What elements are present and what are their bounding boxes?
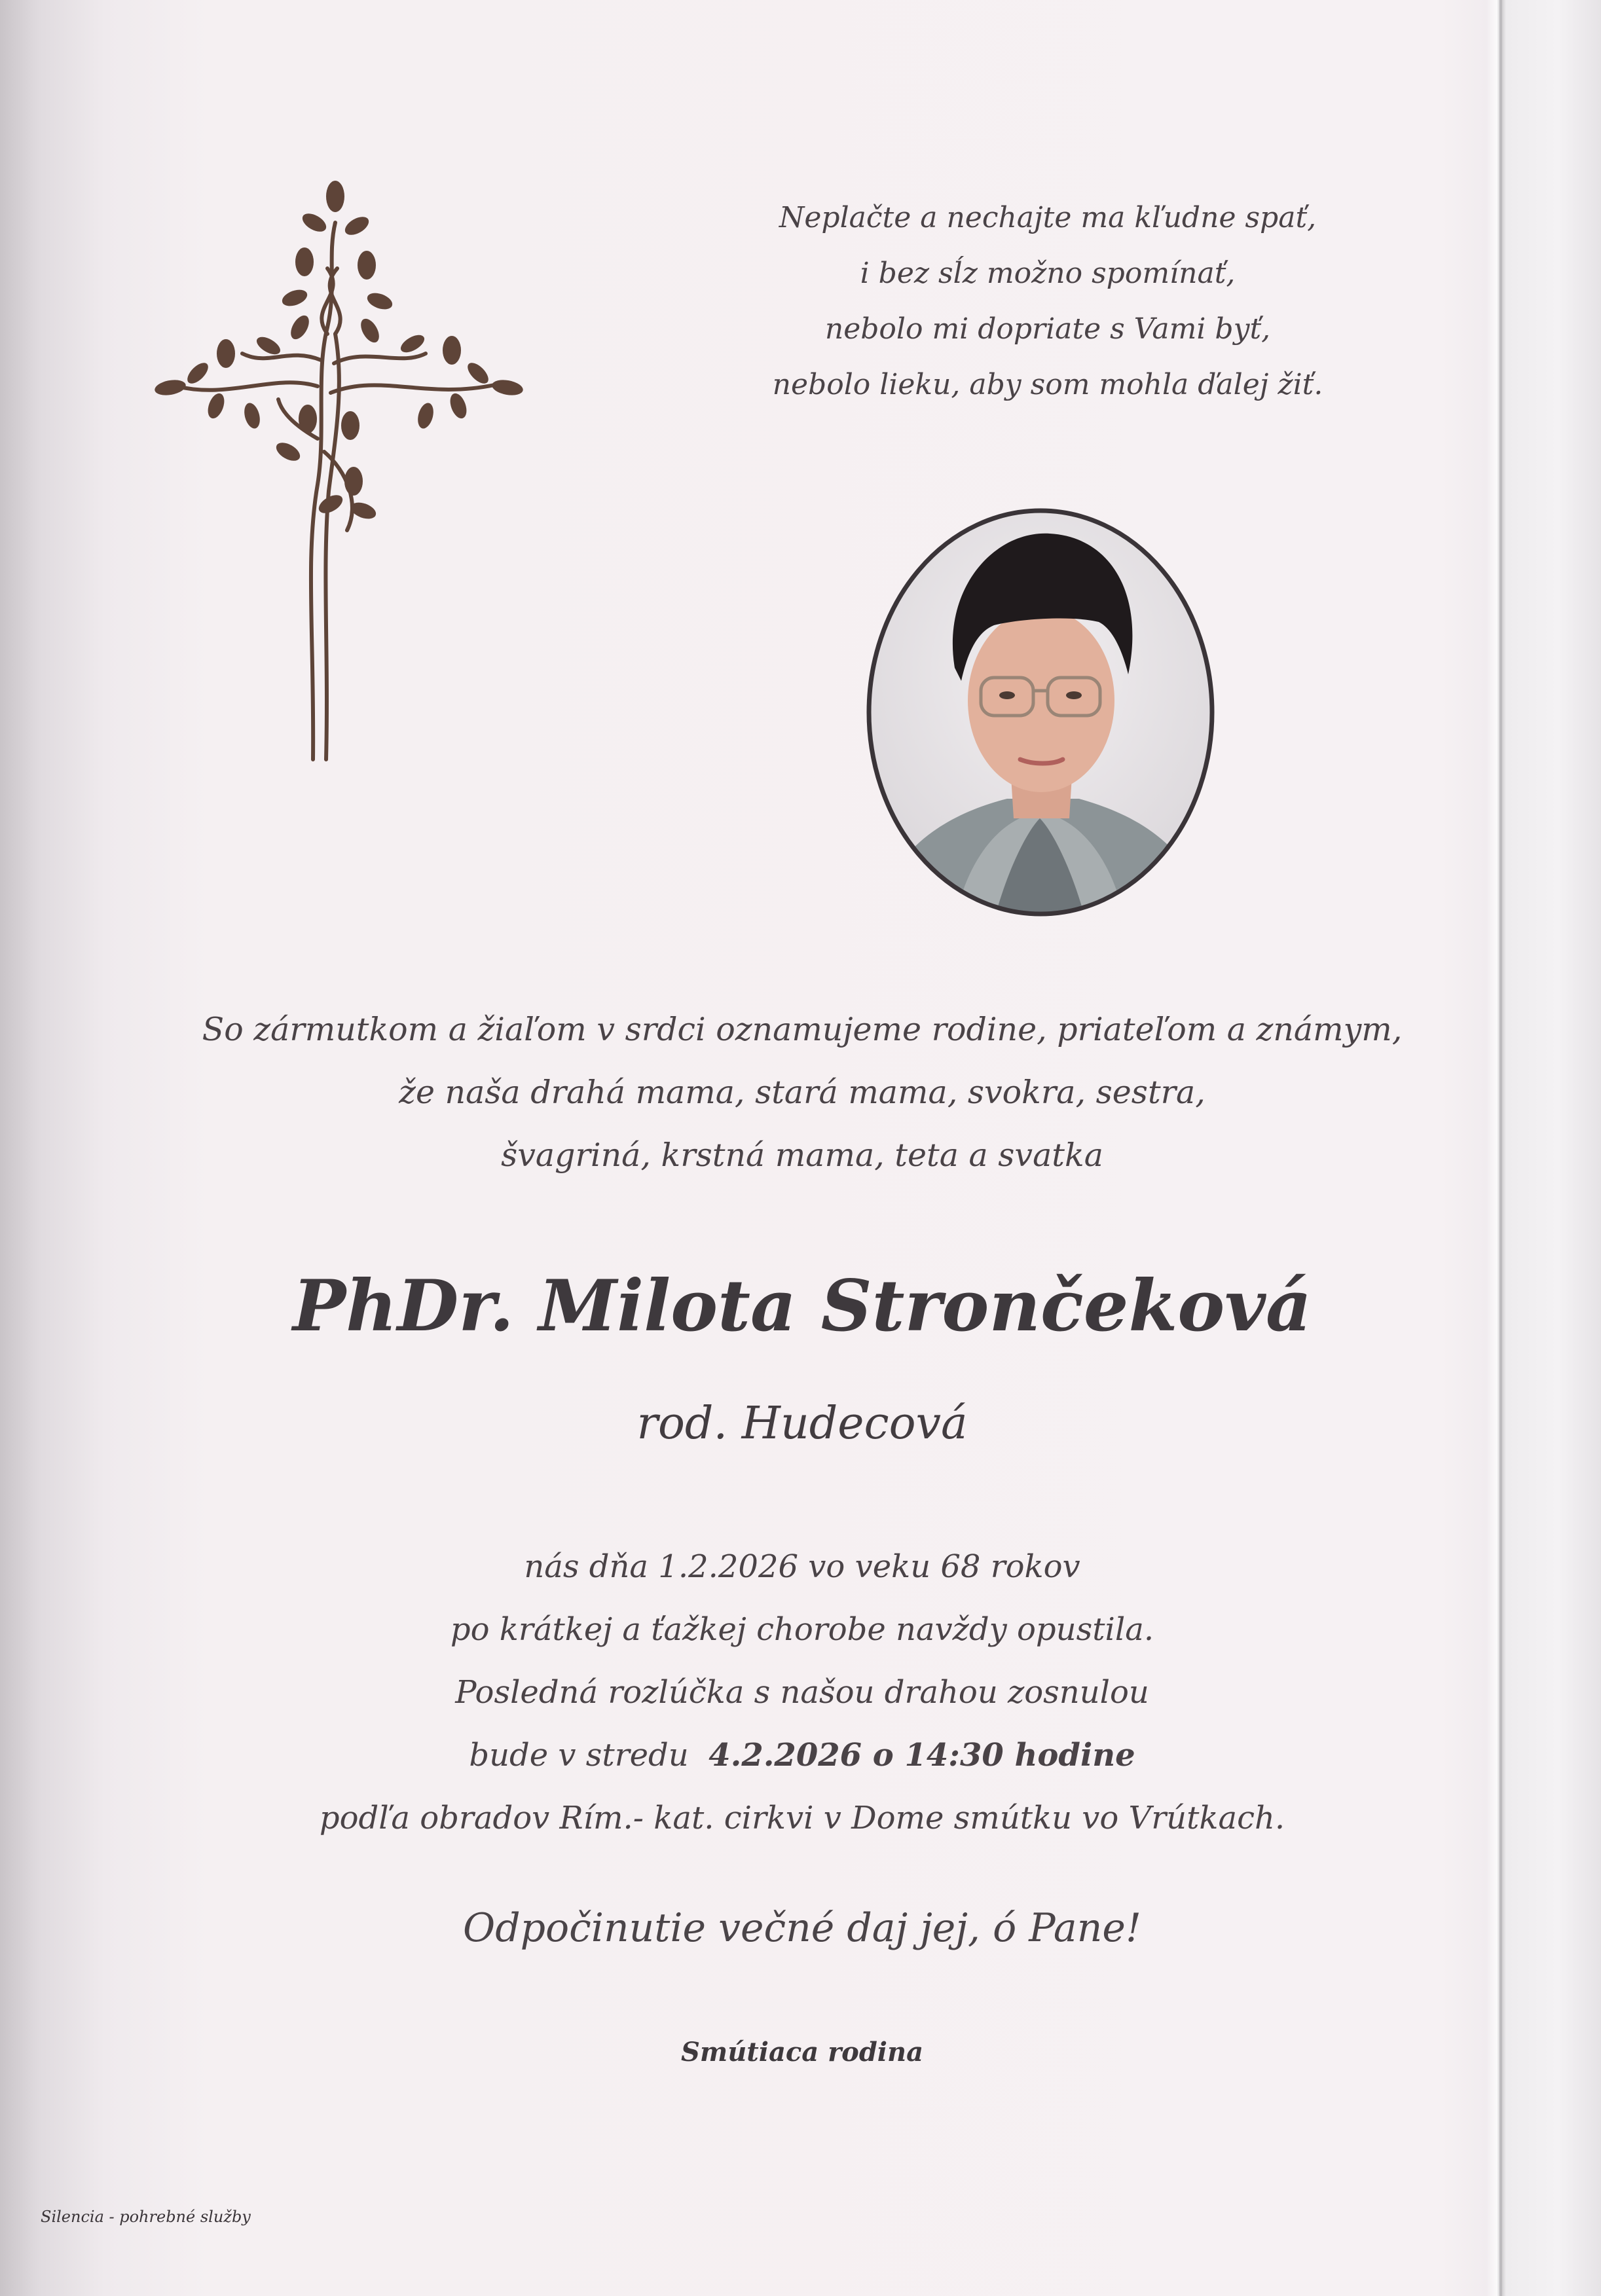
poem-line: Neplačte a nechajte ma kľudne spať, bbox=[779, 201, 1317, 234]
announcement-line: že naša drahá mama, stará mama, svokra, sestra, bbox=[399, 1074, 1205, 1111]
poem-line: nebolo mi dopriate s Vami byť, bbox=[824, 312, 1271, 346]
details-line: nás dňa 1.2.2026 vo veku 68 rokov bbox=[524, 1548, 1080, 1585]
funeral-details bbox=[196, 1535, 1408, 1850]
details-date-prefix: bude v stredu bbox=[469, 1737, 689, 1774]
prayer: Odpočinutie večné daj jej, ó Pane! bbox=[463, 1905, 1141, 1951]
poem-line: i bez sĺz možno spomínať, bbox=[860, 257, 1236, 290]
deceased-name: PhDr. Milota Strončeková bbox=[292, 1265, 1312, 1347]
poem bbox=[733, 190, 1362, 412]
announcement-line: švagriná, krstná mama, teta a svatka bbox=[501, 1137, 1103, 1174]
details-line: podľa obradov Rím.- kat. cirkvi v Dome smútku vo Vrútkach. bbox=[319, 1800, 1285, 1836]
page-edge-line bbox=[1500, 0, 1502, 2296]
poem-line: nebolo lieku, aby som mohla ďalej žiť. bbox=[772, 368, 1323, 401]
signature: Smútiaca rodina bbox=[681, 2037, 923, 2068]
portrait-photo bbox=[863, 504, 1218, 920]
footer-credit: Silencia - pohrebné služby bbox=[41, 2208, 251, 2226]
announcement bbox=[196, 998, 1408, 1187]
details-line-date bbox=[196, 1724, 1408, 1787]
floral-cross-icon bbox=[151, 177, 530, 773]
announcement-line: So zármutkom a žiaľom v srdci oznamujeme rodine, priateľom a známym, bbox=[202, 1011, 1403, 1048]
maiden-name: rod. Hudecová bbox=[636, 1398, 968, 1449]
details-line: po krátkej a ťažkej chorobe navždy opustila. bbox=[450, 1611, 1154, 1648]
details-line: Posledná rozlúčka s našou drahou zosnulou bbox=[455, 1674, 1149, 1711]
funeral-date-time: 4.2.2026 o 14:30 hodine bbox=[708, 1737, 1135, 1774]
